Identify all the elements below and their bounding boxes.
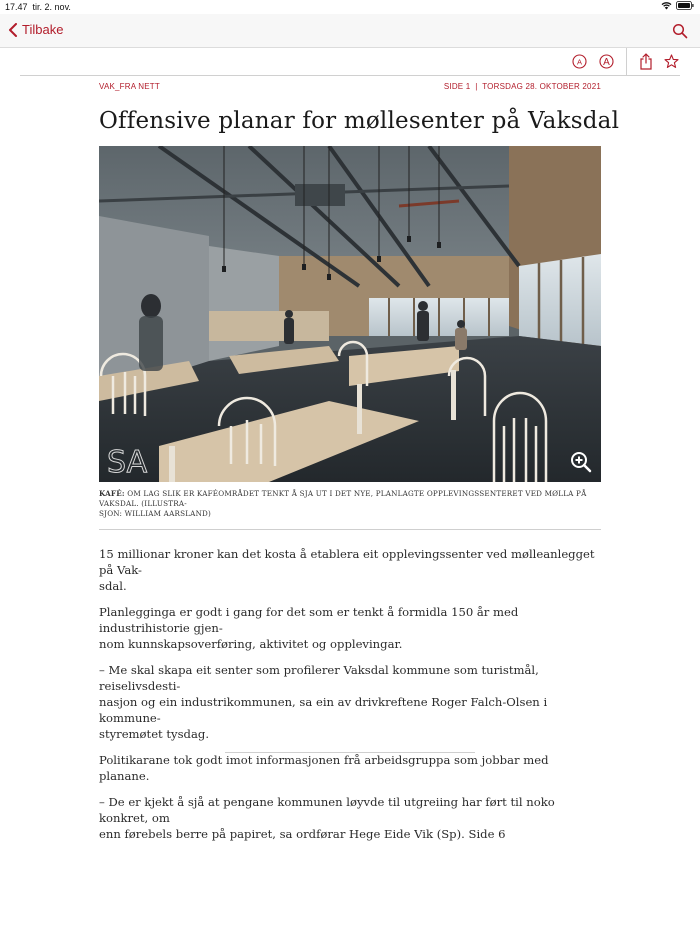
paragraph: – Me skal skapa eit senter som profilerer Vaksdal kommune som turistmål, reiselivsdesti- nasjon og ein industrikommunen, sa ein av drivkreftene Roger Falch-Olsen i kommune- styremøtet tysdag.: [99, 663, 548, 741]
toolbar-rule: [20, 75, 680, 76]
svg-text:A: A: [603, 57, 610, 68]
photo-watermark: SA: [107, 445, 148, 480]
article-end-rule: [225, 752, 475, 753]
back-button[interactable]: [8, 22, 63, 37]
caption-rule: [99, 529, 601, 530]
reader-toolbar: [0, 48, 700, 76]
paragraph: Planlegginga er godt i gang for det som er tenkt å formidla 150 år med industrihistorie gjen- nom kunnskapsoverføring, aktivitet og opplevingar.: [99, 605, 519, 651]
page-info: SIDE 1 | TORSDAG 28. OKTOBER 2021: [443, 82, 601, 91]
paragraph: Politikarane tok godt imot informasjonen frå arbeidsgruppa som jobbar med planane.: [99, 753, 549, 783]
photo-caption: [99, 489, 601, 519]
article-meta: [99, 78, 601, 96]
article-photo[interactable]: [99, 146, 601, 482]
article: [99, 78, 620, 852]
bookmark-star-icon[interactable]: [664, 54, 679, 69]
chevron-left-icon: [8, 23, 18, 37]
navigation-bar: [0, 14, 700, 48]
section-label: VAK_FRA NETT: [99, 82, 160, 91]
caption-text: OM LAG SLIK ER KAFÉOMRÅDET TENKT Å SJA UT I DET NYE, PLANLAGTE OPPLEVINGSSENTERET VED MØLLA PÅ VAKSDAL. (ILLUSTRA-: [99, 489, 587, 508]
font-smaller-icon[interactable]: [572, 54, 587, 69]
paragraph: – De er kjekt å sjå at pengane kommunen løyvde til utgreiing har ført til noko konkret, om enn førebels berre på papiret, sa ordførar Hege Eide Vik (Sp). Side 6: [99, 795, 555, 841]
zoom-in-icon[interactable]: [569, 450, 593, 474]
article-body: [99, 546, 601, 842]
back-button-label: Tilbake: [22, 22, 64, 37]
battery-icon: [676, 1, 694, 10]
wifi-icon: [661, 1, 672, 10]
search-icon[interactable]: [672, 23, 688, 39]
share-icon[interactable]: [639, 53, 653, 70]
status-time: 17.47 tir. 2. nov.: [5, 2, 71, 12]
cafe-illustration: [99, 146, 601, 482]
article-headline: Offensive planar for møllesenter på Vaksdal: [99, 108, 620, 134]
status-bar: [0, 0, 700, 14]
caption-text-2: SJON: WILLIAM AARSLAND): [99, 509, 212, 518]
toolbar-divider: [626, 48, 627, 76]
svg-text:A: A: [576, 57, 583, 67]
status-indicators: [661, 1, 694, 10]
caption-label: KAFÉ:: [99, 489, 125, 498]
paragraph: 15 millionar kroner kan det kosta å etablera eit opplevingssenter ved mølleanlegget på Vak- sdal.: [99, 547, 595, 593]
font-larger-icon[interactable]: [599, 54, 614, 69]
